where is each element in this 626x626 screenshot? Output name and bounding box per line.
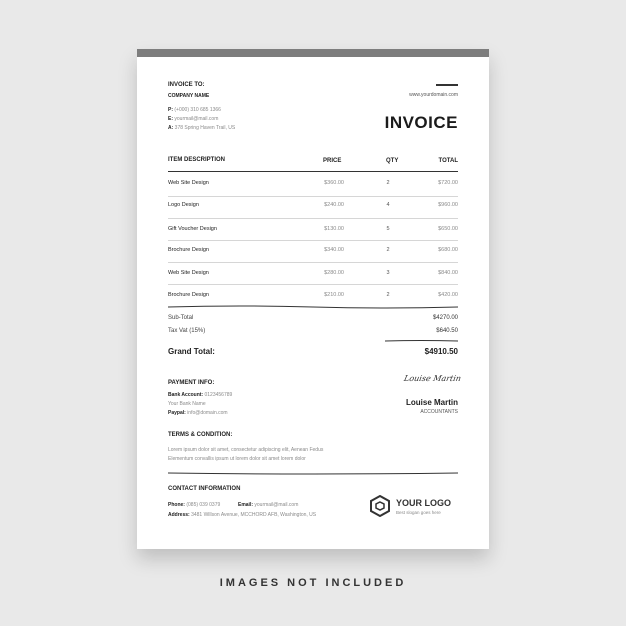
table-row: Web Site Design $360.00 2 $720.00 xyxy=(168,180,458,186)
invoice-paper xyxy=(137,49,489,549)
footer-notice: IMAGES NOT INCLUDED xyxy=(219,577,407,589)
website: www.yourdomain.com xyxy=(409,92,458,98)
logo-slogan: Best slogan goes here xyxy=(396,510,441,515)
signature: Louise Martin xyxy=(403,374,462,383)
accent-line xyxy=(436,84,458,86)
paypal: Paypal: info@domain.com xyxy=(168,410,228,416)
grand-total-line xyxy=(385,339,458,343)
client-address: A: 378 Spring Haven Trail, US xyxy=(168,125,236,131)
contact-phone: Phone: (085) 039 0379 xyxy=(168,502,221,508)
row-divider xyxy=(168,262,458,263)
invoice-title: INVOICE xyxy=(384,113,458,132)
client-phone: P: (+000) 310 685 1366 xyxy=(168,107,221,113)
signer-name: Louise Martin xyxy=(405,398,458,407)
table-row: Brochure Design $210.00 2 $420.00 xyxy=(168,292,458,298)
terms-line-1: Lorem ipsum dolor sit amet, consectetur adipiscing elit, Aenean Fedus xyxy=(168,447,324,453)
header-price: PRICE xyxy=(323,158,342,164)
table-row: Web Site Design $280.00 3 $840.00 xyxy=(168,270,458,276)
header-divider xyxy=(168,171,458,172)
signer-role: ACCOUNTANTS xyxy=(420,409,458,415)
table-row: Gift Voucher Design $130.00 5 $650.00 xyxy=(168,226,458,232)
subtotal-value: $4270.00 xyxy=(432,315,458,321)
terms-line-2: Elementum convallis ipsum ut lorem dolor sit amet lorem dolor xyxy=(168,456,306,462)
payment-heading: PAYMENT INFO: xyxy=(168,380,215,386)
contact-heading: CONTACT INFORMATION xyxy=(168,486,241,492)
hexagon-logo-icon xyxy=(369,495,391,517)
grand-total-value: $4910.50 xyxy=(424,347,458,356)
header-total: TOTAL xyxy=(438,158,458,164)
company-name: COMPANY NAME xyxy=(168,93,210,99)
table-bottom-line xyxy=(168,304,458,310)
header-qty: QTY xyxy=(386,158,399,164)
top-bar xyxy=(137,49,489,57)
table-row: Brochure Design $340.00 2 $680.00 xyxy=(168,247,458,253)
subtotal-label: Sub-Total xyxy=(168,315,194,321)
contact-address: Address: 3481 Willson Avenue, MCCHORD AFB, Washington, US xyxy=(168,512,317,518)
terms-heading: TERMS & CONDITION: xyxy=(168,432,233,438)
tax-value: $640.50 xyxy=(436,328,458,334)
client-email: E: yourmail@mail.com xyxy=(168,116,219,122)
contact-divider xyxy=(168,471,458,476)
invoice-to-heading: INVOICE TO: xyxy=(168,82,205,88)
grand-total-label: Grand Total: xyxy=(168,347,215,356)
row-divider xyxy=(168,218,458,219)
logo-text: YOUR LOGO xyxy=(396,498,452,508)
contact-email: Email: yourmail@mail.com xyxy=(238,502,299,508)
table-row: Logo Design $240.00 4 $960.00 xyxy=(168,202,458,208)
header-item-description: ITEM DESCRIPTION xyxy=(168,157,226,163)
row-divider xyxy=(168,284,458,285)
bank-account: Bank Account: 0123456789 xyxy=(168,392,233,398)
bank-name: Your Bank Name xyxy=(168,401,206,407)
tax-label: Tax Vat (15%) xyxy=(168,328,206,334)
